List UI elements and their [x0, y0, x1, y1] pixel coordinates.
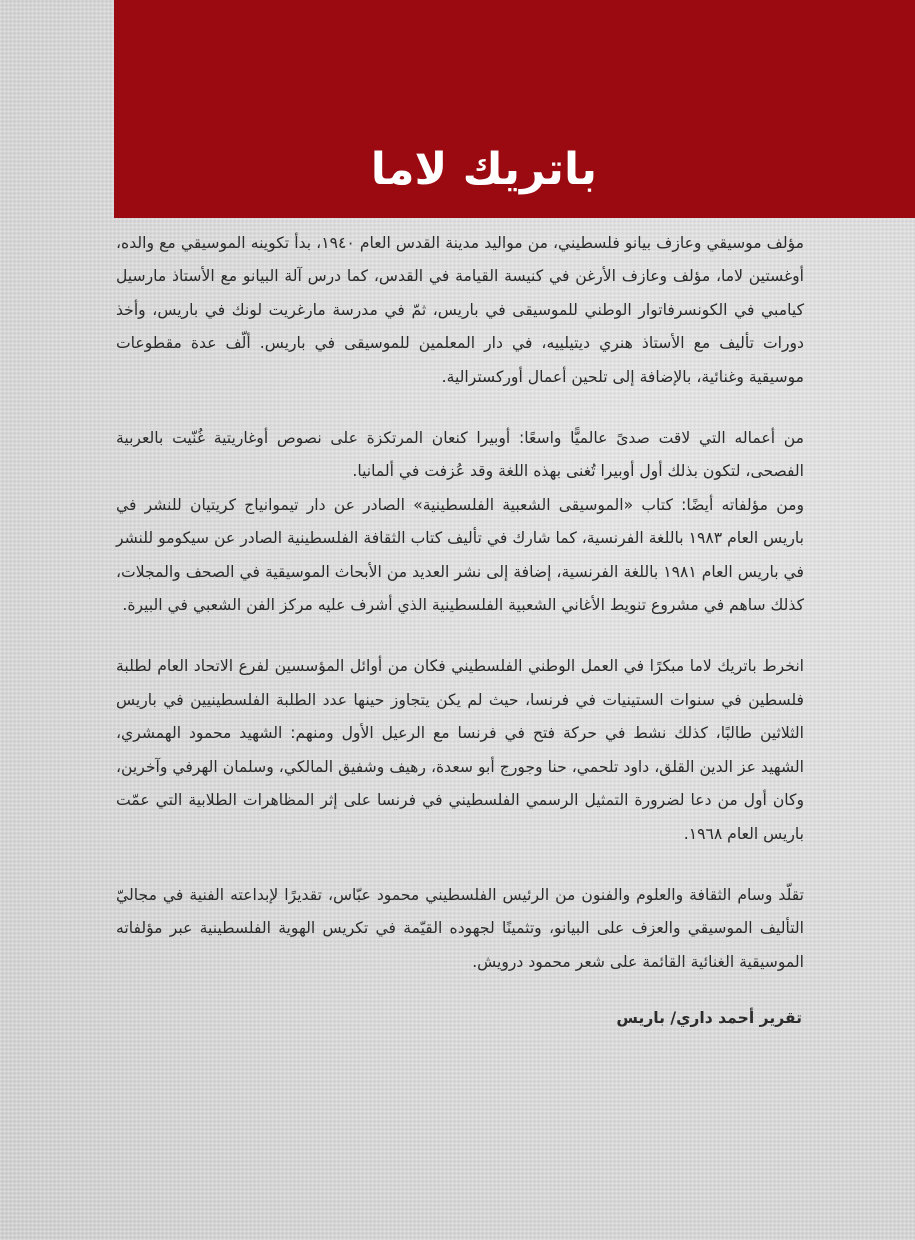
byline: تقرير أحمد داري/ باريس — [616, 1009, 802, 1028]
paragraph-honors: تقلّد وسام الثقافة والعلوم والفنون من الرئيس الفلسطيني محمود عبّاس، تقديرًا لإبداعته الفنية في مجاليّ التأليف الموسيقي والعزف على البيانو، وتثمينًا لجهوده القيّمة في تكريس الهوية الفلسطينية عبر مؤلفاته الموسيقية الغنائية القائمة على شعر محمود درويش. — [116, 885, 804, 971]
article-body — [116, 227, 804, 1033]
paragraph-biography: مؤلف موسيقي وعازف بيانو فلسطيني، من مواليد مدينة القدس العام ١٩٤٠، بدأ تكوينه الموسيقي مع والده، أوغستين لاما، مؤلف وعازف الأرغن في كنيسة القيامة في القدس، كما درس آلة البيانو مع الأستاذ مارسيل كيامبي في الكونسرفاتوار الوطني للموسيقى في باريس، ثمّ في مدرسة مارغريت لونك في باريس، وأخذ دورات تأليف مع الأستاذ هنري ديتيلييه، في دار المعلمين للموسيقى في باريس. ألّف عدة مقطوعات موسيقية وغنائية، بالإضافة إلى تلحين أعمال أوركسترالية. — [116, 234, 804, 386]
paragraph-publications: ومن مؤلفاته أيضًا: كتاب «الموسيقى الشعبية الفلسطينية» الصادر عن دار تيموانياج كريتيان للنشر في باريس العام ١٩٨٣ باللغة الفرنسية، كما شارك في تأليف كتاب الثقافة الفلسطينية الصادر عن سيكومو للنشر في باريس العام ١٩٨١ باللغة الفرنسية، إضافة إلى نشر العديد من الأبحاث الموسيقية في الصحف والمجلات، كذلك ساهم في مشروع تنويط الأغاني الشعبية الفلسطينية الذي أشرف عليه مركز الفن الشعبي في البيرة. — [116, 495, 805, 615]
page-title: باتريك لاما — [370, 144, 597, 195]
paragraph-activism: انخرط باتريك لاما مبكرًا في العمل الوطني الفلسطيني فكان من أوائل المؤسسين لفرع الاتحاد العام لطلبة فلسطين في سنوات الستينيات في فرنسا، حيث لم يكن يتجاوز حينها عدد الطلبة الفلسطينيين في باريس الثلاثين طالبًا، كذلك نشط في حركة فتح في فرنسا مع الرعيل الأول ومنهم: الشهيد محمود الهمشري، الشهيد عز الدين القلق، داود تلحمي، حنا وجورج أبو سعدة، رهيف وشفيق المالكي، وسلمان الهرفي وآخرين، وكان أول من دعا لضرورة التمثيل الرسمي الفلسطيني في فرنسا على إثر المظاهرات الطلابية التي عمّت باريس العام ١٩٦٨. — [116, 657, 804, 843]
paragraph-works: من أعماله التي لاقت صدىً عالميًّا واسعًا: أوبيرا كنعان المرتكزة على نصوص أوغاريتية غُنّيت بالعربية الفصحى، لتكون بذلك أول أوبيرا تُغنى بهذه اللغة وقد عُزفت في ألمانيا. — [116, 429, 804, 481]
